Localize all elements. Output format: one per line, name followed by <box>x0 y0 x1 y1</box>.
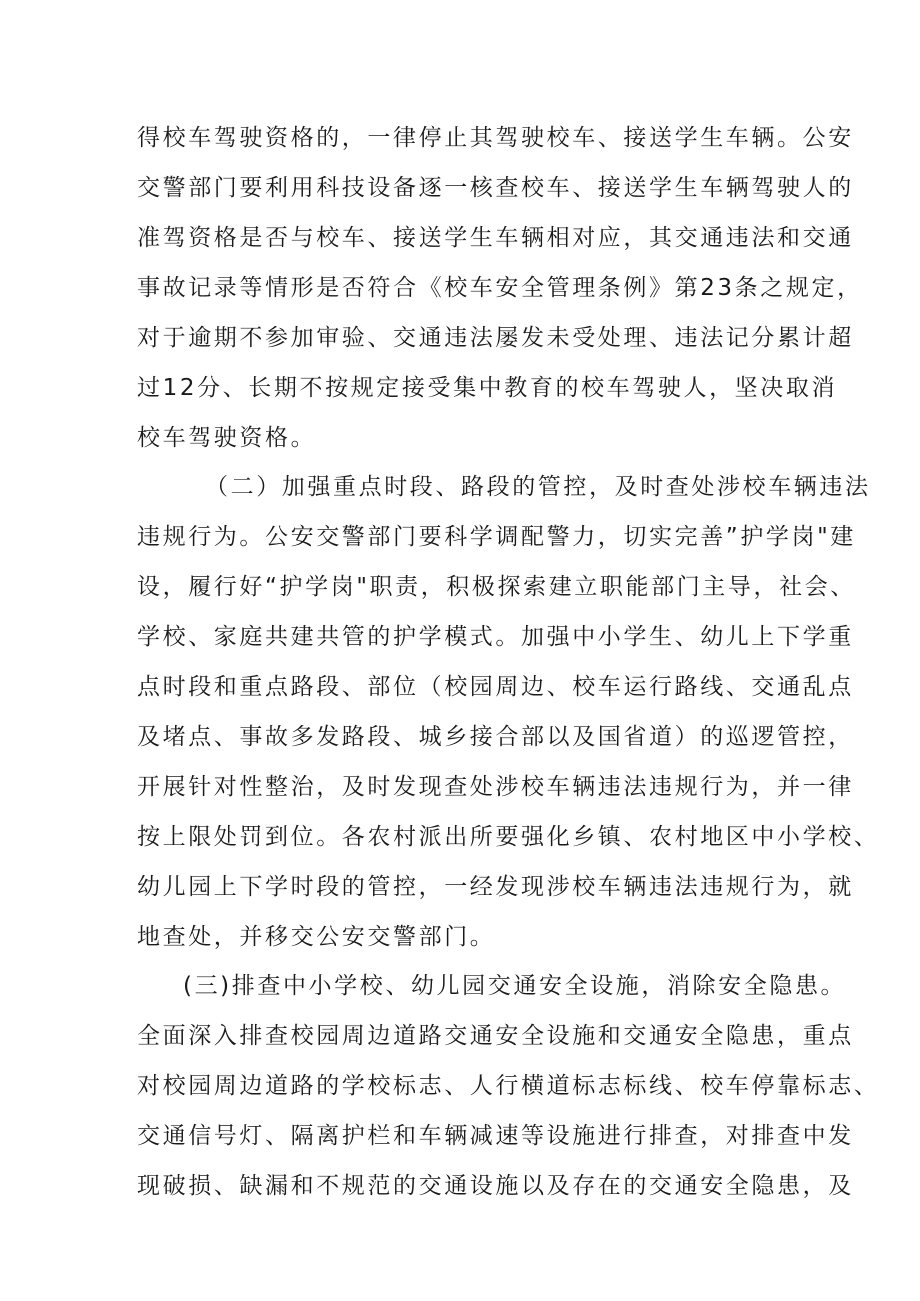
paragraph-line-15: 幼儿园上下学时段的管控，一经发现涉校车辆违法违规行为，就 <box>137 874 854 900</box>
paragraph-line-12: 及堵点、事故多发路段、城乡接合部以及国省道）的巡逻管控， <box>137 724 854 750</box>
paragraph-line-4: 事故记录等情形是否符合《校车安全管理条例》第23条之规定， <box>137 275 863 301</box>
paragraph-line-5: 对于逾期不参加审验、交通违法屡发未受处理、违法记分累计超 <box>137 325 854 351</box>
paragraph-line-2: 交警部门要利用科技设备逐一核查校车、接送学生车辆驾驶人的 <box>137 175 854 201</box>
paragraph-line-20: 现破损、缺漏和不规范的交通设施以及存在的交通安全隐患，及 <box>137 1173 854 1199</box>
paragraph-line-17: 全面深入排查校园周边道路交通安全设施和交通安全隐患，重点 <box>137 1023 854 1049</box>
section-heading-3: (三)排查中小学校、幼儿园交通安全设施，消除安全隐患。 <box>183 973 847 999</box>
paragraph-line-11: 点时段和重点路段、部位（校园周边、校车运行路线、交通乱点 <box>137 674 854 700</box>
paragraph-line-7: 校车驾驶资格。 <box>137 425 317 451</box>
paragraph-line-8: 违规行为。公安交警部门要科学调配警力，切实完善”护学岗"建 <box>137 524 856 550</box>
paragraph-line-10: 学校、家庭共建共管的护学模式。加强中小学生、幼儿上下学重 <box>137 624 854 650</box>
section-heading-2: （二）加强重点时段、路段的管控，及时查处涉校车辆违法 <box>205 474 871 500</box>
paragraph-line-19: 交通信号灯、隔离护栏和车辆减速等设施进行排查，对排查中发 <box>137 1123 854 1149</box>
paragraph-line-1: 得校车驾驶资格的，一律停止其驾驶校车、接送学生车辆。公安 <box>137 125 854 151</box>
paragraph-line-3: 准驾资格是否与校车、接送学生车辆相对应，其交通违法和交通 <box>137 225 854 251</box>
paragraph-line-18: 对校园周边道路的学校标志、人行横道标志标线、校车停靠标志、 <box>137 1073 880 1099</box>
paragraph-line-9: 设，履行好“护学岗"职责，积极探索建立职能部门主导，社会、 <box>137 574 856 600</box>
paragraph-line-13: 开展针对性整治，及时发现查处涉校车辆违法违规行为，并一律 <box>137 774 854 800</box>
paragraph-line-16: 地查处，并移交公安交警部门。 <box>137 924 496 950</box>
paragraph-line-14: 按上限处罚到位。各农村派出所要强化乡镇、农村地区中小学校、 <box>137 824 880 850</box>
paragraph-line-6: 过12分、长期不按规定接受集中教育的校车驾驶人，坚决取消 <box>137 375 838 401</box>
